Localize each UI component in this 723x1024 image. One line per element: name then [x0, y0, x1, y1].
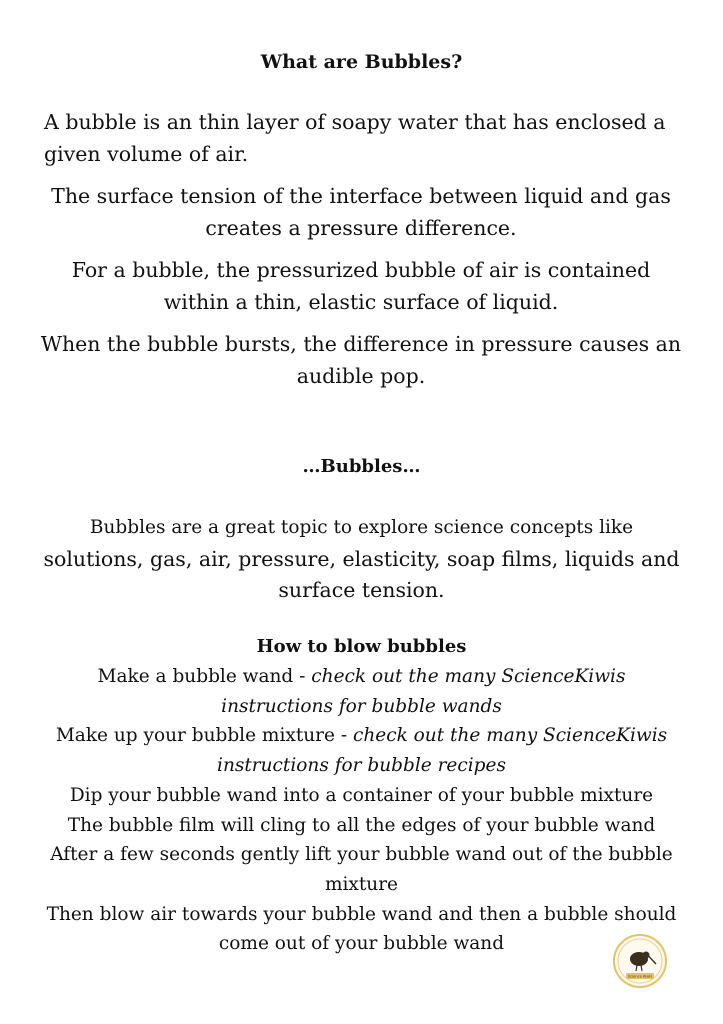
step-text: The bubble film will cling to all the edges of your bubble wand	[67, 814, 656, 836]
step-item	[40, 900, 683, 959]
topic-line: Bubbles are a great topic to explore science concepts like	[89, 517, 634, 538]
step-item	[40, 811, 683, 841]
intro-paragraph: For a bubble, the pressurized bubble of air is contained within a thin, elastic surface of liquid.	[71, 258, 651, 314]
topic-line: solutions, gas, air, pressure, elasticity, soap films, liquids and surface tension.	[43, 546, 680, 602]
intro-section	[40, 106, 694, 402]
kiwi-bird-icon	[612, 933, 668, 989]
step-text: Dip your bubble wand into a container of your bubble mixture	[69, 784, 654, 806]
howto-heading: How to blow bubbles	[256, 636, 467, 657]
section-subtitle: …Bubbles…	[302, 456, 421, 477]
step-text: Make up your bubble mixture -	[55, 725, 353, 747]
intro-paragraph: A bubble is an thin layer of soapy water that has enclosed a given volume of air.	[44, 110, 666, 166]
intro-paragraph: When the bubble bursts, the difference in pressure causes an audible pop.	[40, 332, 682, 388]
step-text: After a few seconds gently lift your bubble wand out of the bubble mixture	[50, 844, 673, 895]
page-title: What are Bubbles?	[260, 51, 463, 73]
step-note: check out the many ScienceKiwis instructions for bubble recipes	[217, 725, 668, 777]
intro-paragraph: The surface tension of the interface between liquid and gas creates a pressure difference.	[51, 184, 671, 240]
logo-text: Science Kiwis	[627, 974, 653, 979]
step-item	[40, 662, 683, 721]
topic-paragraph	[40, 512, 683, 607]
howto-steps	[40, 662, 683, 959]
step-item	[40, 781, 683, 811]
step-note: check out the many ScienceKiwis instructions for bubble wands	[221, 666, 626, 717]
step-item	[40, 721, 683, 780]
step-text: Then blow air towards your bubble wand and then a bubble should come out of your bubble wand	[46, 903, 677, 955]
step-text: Make a bubble wand -	[97, 666, 312, 687]
step-item	[40, 840, 683, 899]
